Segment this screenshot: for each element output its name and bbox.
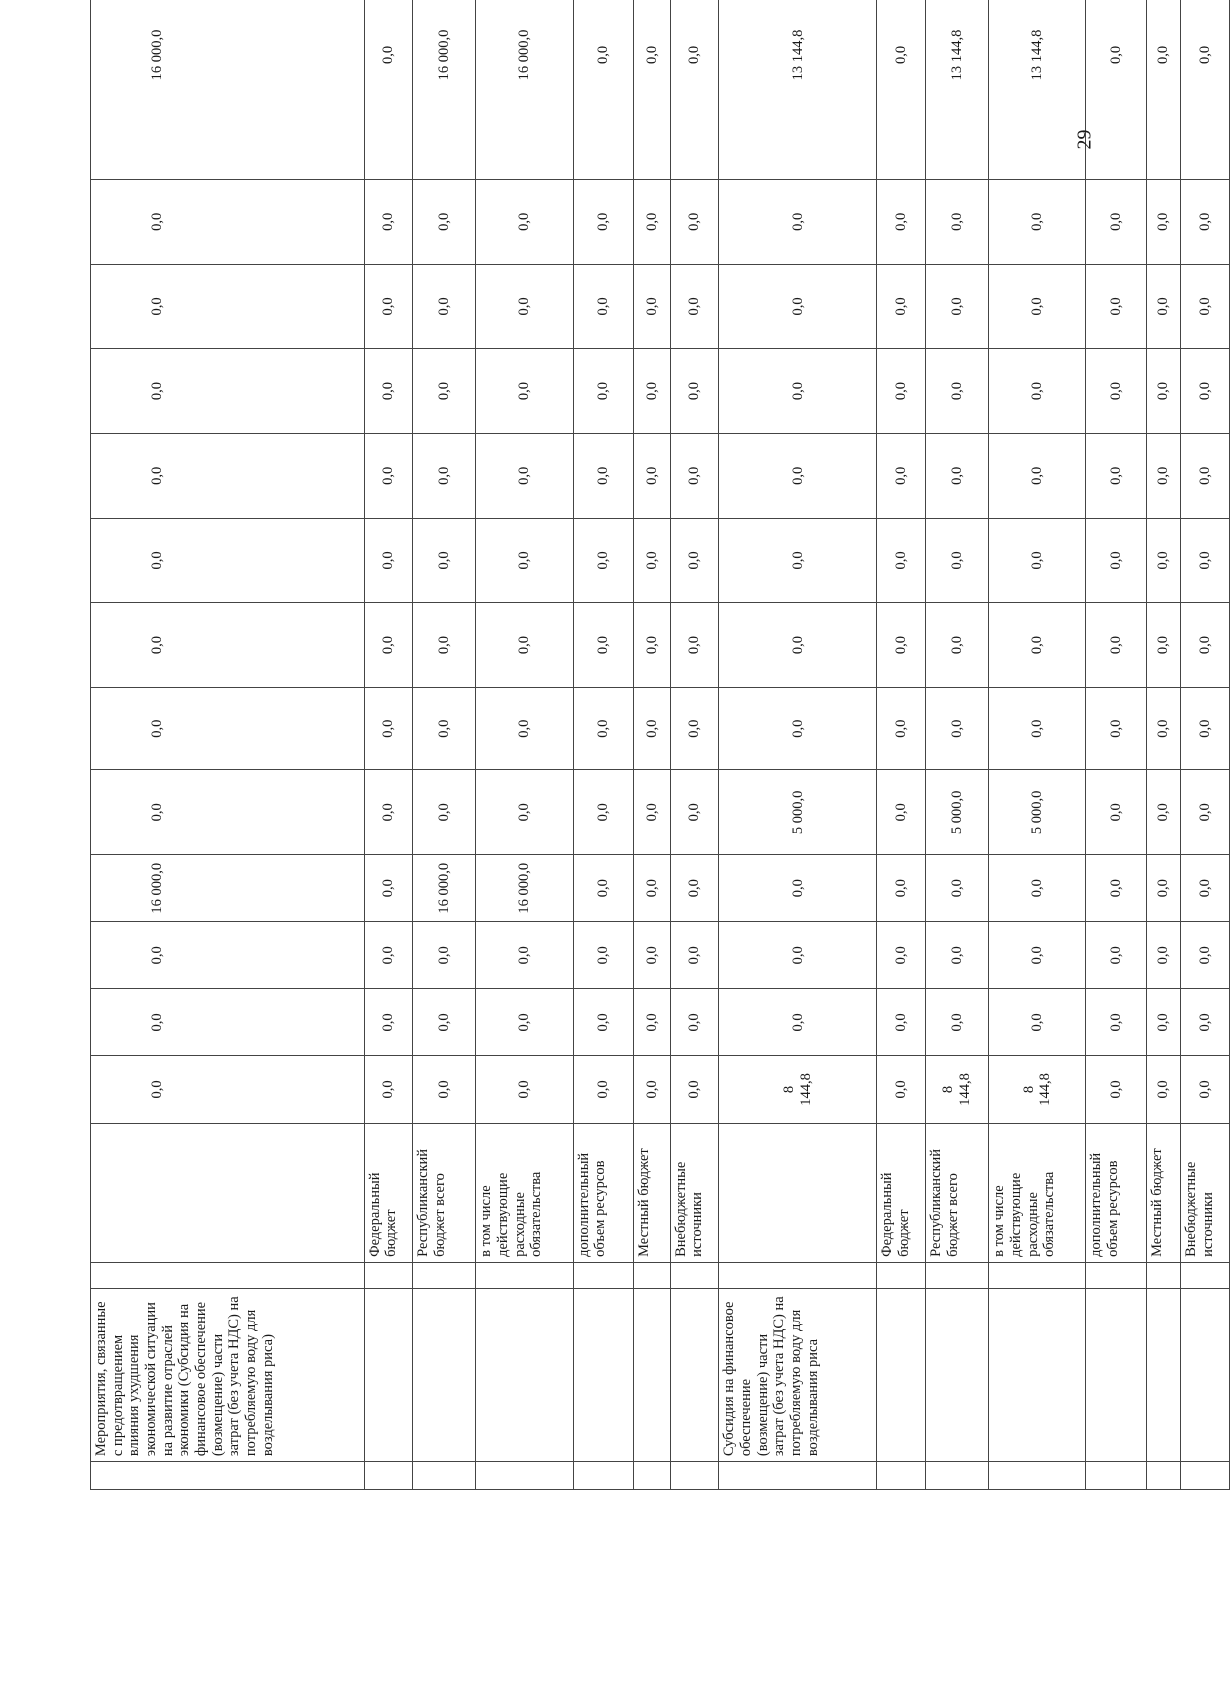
value-cell: 0,0 xyxy=(719,518,877,603)
table-row xyxy=(1147,0,1181,1490)
value-cell: 0,0 xyxy=(989,518,1086,603)
row-index-cell xyxy=(573,1462,634,1490)
value-cell: 0,0 xyxy=(413,770,476,855)
value-cell: 0,0 xyxy=(413,603,476,688)
value-cell: 0,0 xyxy=(1181,0,1230,179)
row-index-cell xyxy=(413,1462,476,1490)
value-cell: 0,0 xyxy=(1086,603,1147,688)
funding-source-cell: Федеральный бюджет xyxy=(877,1123,926,1262)
value-cell: 0,0 xyxy=(670,1056,719,1123)
funding-source-cell: Местный бюджет xyxy=(634,1123,670,1262)
value-cell: 0,0 xyxy=(413,687,476,770)
value-cell: 16 000,0 xyxy=(413,0,476,179)
funding-source-cell: дополнительный объем ресурсов xyxy=(573,1123,634,1262)
value-cell: 0,0 xyxy=(634,989,670,1056)
value-cell: 0,0 xyxy=(1086,922,1147,989)
value-cell: 5 000,0 xyxy=(719,770,877,855)
value-cell: 0,0 xyxy=(1181,433,1230,518)
spacer-cell xyxy=(1086,1262,1147,1288)
value-cell: 0,0 xyxy=(634,264,670,349)
value-cell: 0,0 xyxy=(634,179,670,264)
spacer-cell xyxy=(413,1262,476,1288)
value-cell: 0,0 xyxy=(926,922,989,989)
funding-source-cell: в том числе действующие расходные обязательства xyxy=(989,1123,1086,1262)
value-cell: 0,0 xyxy=(364,0,413,179)
spacer-cell xyxy=(719,1262,877,1288)
value-cell: 0,0 xyxy=(364,989,413,1056)
value-cell: 0,0 xyxy=(719,603,877,688)
row-index-cell xyxy=(719,1462,877,1490)
value-cell: 0,0 xyxy=(364,518,413,603)
value-cell: 0,0 xyxy=(634,687,670,770)
spacer-cell xyxy=(1147,1262,1181,1288)
value-cell: 0,0 xyxy=(926,349,989,434)
value-cell: 0,0 xyxy=(670,770,719,855)
activity-name-cell xyxy=(877,1288,926,1461)
value-cell: 0,0 xyxy=(719,179,877,264)
value-cell: 0,0 xyxy=(670,855,719,922)
value-cell: 0,0 xyxy=(91,433,365,518)
value-cell: 0,0 xyxy=(634,518,670,603)
value-cell: 0,0 xyxy=(476,687,573,770)
value-cell: 8 144,8 xyxy=(989,1056,1086,1123)
table-row xyxy=(413,0,476,1490)
value-cell: 0,0 xyxy=(413,433,476,518)
value-cell: 0,0 xyxy=(1181,179,1230,264)
value-cell: 0,0 xyxy=(670,989,719,1056)
value-cell: 0,0 xyxy=(573,1056,634,1123)
value-cell: 0,0 xyxy=(1147,855,1181,922)
value-cell: 0,0 xyxy=(989,855,1086,922)
value-cell: 0,0 xyxy=(364,922,413,989)
value-cell: 0,0 xyxy=(634,433,670,518)
value-cell: 0,0 xyxy=(476,349,573,434)
value-cell: 0,0 xyxy=(91,264,365,349)
value-cell: 0,0 xyxy=(926,989,989,1056)
page-number: 29 xyxy=(1073,129,1096,150)
value-cell: 0,0 xyxy=(91,518,365,603)
value-cell: 0,0 xyxy=(364,264,413,349)
row-index-cell xyxy=(91,1462,365,1490)
table-row xyxy=(926,0,989,1490)
value-cell: 0,0 xyxy=(573,518,634,603)
value-cell: 0,0 xyxy=(1086,989,1147,1056)
value-cell: 0,0 xyxy=(877,518,926,603)
spacer-cell xyxy=(634,1262,670,1288)
funding-source-cell: дополнительный объем ресурсов xyxy=(1086,1123,1147,1262)
value-cell: 0,0 xyxy=(670,687,719,770)
value-cell: 0,0 xyxy=(91,922,365,989)
value-cell: 0,0 xyxy=(364,770,413,855)
value-cell: 0,0 xyxy=(573,922,634,989)
value-cell: 16 000,0 xyxy=(91,855,365,922)
value-cell: 0,0 xyxy=(476,603,573,688)
activity-name-cell: Мероприятия, связанные с предотвращением влияния ухудшения экономической ситуации на развитие отраслей экономики (Субсидия на финансовое обеспечение (возмещение) части затрат (без учета НДС) на потребляемую воду для возделывания риса) xyxy=(91,1288,365,1461)
value-cell: 0,0 xyxy=(634,922,670,989)
row-index-cell xyxy=(926,1462,989,1490)
value-cell: 0,0 xyxy=(989,687,1086,770)
value-cell: 0,0 xyxy=(1086,518,1147,603)
value-cell: 0,0 xyxy=(413,1056,476,1123)
value-cell: 0,0 xyxy=(364,603,413,688)
funding-source-cell: Республиканский бюджет всего xyxy=(926,1123,989,1262)
value-cell: 0,0 xyxy=(91,989,365,1056)
funding-source-cell: Республиканский бюджет всего xyxy=(413,1123,476,1262)
value-cell: 0,0 xyxy=(719,855,877,922)
value-cell: 0,0 xyxy=(926,603,989,688)
value-cell: 0,0 xyxy=(1086,1056,1147,1123)
value-cell: 0,0 xyxy=(91,1056,365,1123)
value-cell: 0,0 xyxy=(1086,349,1147,434)
table-row xyxy=(670,0,719,1490)
spacer-cell xyxy=(91,1262,365,1288)
budget-table xyxy=(90,0,1230,1490)
value-cell: 0,0 xyxy=(413,349,476,434)
funding-source-cell xyxy=(91,1123,365,1262)
value-cell: 0,0 xyxy=(413,179,476,264)
value-cell: 0,0 xyxy=(926,433,989,518)
value-cell: 0,0 xyxy=(1086,687,1147,770)
value-cell: 0,0 xyxy=(573,855,634,922)
value-cell: 0,0 xyxy=(989,264,1086,349)
value-cell: 0,0 xyxy=(989,349,1086,434)
value-cell: 0,0 xyxy=(634,0,670,179)
row-index-cell xyxy=(877,1462,926,1490)
value-cell: 16 000,0 xyxy=(413,855,476,922)
value-cell: 0,0 xyxy=(877,433,926,518)
value-cell: 0,0 xyxy=(719,922,877,989)
spacer-cell xyxy=(989,1262,1086,1288)
spacer-cell xyxy=(1181,1262,1230,1288)
value-cell: 0,0 xyxy=(1181,349,1230,434)
table-row xyxy=(634,0,670,1490)
value-cell: 0,0 xyxy=(413,264,476,349)
value-cell: 0,0 xyxy=(1181,687,1230,770)
value-cell: 0,0 xyxy=(1086,770,1147,855)
value-cell: 0,0 xyxy=(1086,855,1147,922)
value-cell: 0,0 xyxy=(1147,922,1181,989)
value-cell: 0,0 xyxy=(91,349,365,434)
activity-name-cell xyxy=(1147,1288,1181,1461)
value-cell: 0,0 xyxy=(1147,1056,1181,1123)
value-cell: 0,0 xyxy=(1147,989,1181,1056)
value-cell: 0,0 xyxy=(719,989,877,1056)
value-cell: 0,0 xyxy=(670,518,719,603)
row-index-cell xyxy=(989,1462,1086,1490)
value-cell: 5 000,0 xyxy=(989,770,1086,855)
value-cell: 0,0 xyxy=(877,1056,926,1123)
value-cell: 0,0 xyxy=(476,989,573,1056)
table-row xyxy=(877,0,926,1490)
funding-source-cell: Внебюджетные источники xyxy=(1181,1123,1230,1262)
value-cell: 0,0 xyxy=(1147,349,1181,434)
value-cell: 16 000,0 xyxy=(91,0,365,179)
value-cell: 0,0 xyxy=(1147,770,1181,855)
value-cell: 0,0 xyxy=(364,1056,413,1123)
value-cell: 0,0 xyxy=(670,264,719,349)
value-cell: 0,0 xyxy=(1181,518,1230,603)
value-cell: 0,0 xyxy=(573,0,634,179)
value-cell: 0,0 xyxy=(476,433,573,518)
value-cell: 0,0 xyxy=(926,518,989,603)
value-cell: 0,0 xyxy=(476,518,573,603)
activity-name-cell xyxy=(413,1288,476,1461)
value-cell: 0,0 xyxy=(364,179,413,264)
value-cell: 0,0 xyxy=(91,603,365,688)
value-cell: 0,0 xyxy=(634,1056,670,1123)
value-cell: 0,0 xyxy=(364,349,413,434)
activity-name-cell xyxy=(573,1288,634,1461)
value-cell: 0,0 xyxy=(1181,1056,1230,1123)
value-cell: 0,0 xyxy=(634,855,670,922)
row-index-cell xyxy=(476,1462,573,1490)
value-cell: 0,0 xyxy=(413,989,476,1056)
value-cell: 0,0 xyxy=(926,179,989,264)
row-index-cell xyxy=(1181,1462,1230,1490)
value-cell: 0,0 xyxy=(877,0,926,179)
spacer-cell xyxy=(670,1262,719,1288)
value-cell: 0,0 xyxy=(1181,922,1230,989)
value-cell: 0,0 xyxy=(1147,179,1181,264)
value-cell: 0,0 xyxy=(877,770,926,855)
value-cell: 0,0 xyxy=(634,603,670,688)
value-cell: 0,0 xyxy=(364,433,413,518)
value-cell: 0,0 xyxy=(1181,264,1230,349)
funding-source-cell xyxy=(719,1123,877,1262)
value-cell: 0,0 xyxy=(1181,989,1230,1056)
value-cell: 0,0 xyxy=(1086,433,1147,518)
value-cell: 0,0 xyxy=(413,922,476,989)
value-cell: 16 000,0 xyxy=(476,0,573,179)
value-cell: 0,0 xyxy=(989,433,1086,518)
value-cell: 0,0 xyxy=(926,855,989,922)
value-cell: 0,0 xyxy=(670,349,719,434)
value-cell: 13 144,8 xyxy=(719,0,877,179)
value-cell: 13 144,8 xyxy=(926,0,989,179)
value-cell: 0,0 xyxy=(573,603,634,688)
value-cell: 0,0 xyxy=(670,922,719,989)
activity-name-cell xyxy=(989,1288,1086,1461)
activity-name-cell xyxy=(476,1288,573,1461)
value-cell: 0,0 xyxy=(1086,264,1147,349)
table-row xyxy=(1086,0,1147,1490)
value-cell: 0,0 xyxy=(989,922,1086,989)
activity-name-cell xyxy=(1181,1288,1230,1461)
table-row xyxy=(1181,0,1230,1490)
spacer-cell xyxy=(476,1262,573,1288)
funding-source-cell: Федеральный бюджет xyxy=(364,1123,413,1262)
value-cell: 0,0 xyxy=(1147,687,1181,770)
value-cell: 0,0 xyxy=(364,687,413,770)
value-cell: 13 144,8 xyxy=(989,0,1086,179)
value-cell: 0,0 xyxy=(1181,770,1230,855)
value-cell: 0,0 xyxy=(1147,0,1181,179)
value-cell: 0,0 xyxy=(877,922,926,989)
value-cell: 8 144,8 xyxy=(719,1056,877,1123)
activity-name-cell xyxy=(670,1288,719,1461)
value-cell: 0,0 xyxy=(1147,603,1181,688)
value-cell: 0,0 xyxy=(1181,603,1230,688)
value-cell: 0,0 xyxy=(1086,0,1147,179)
value-cell: 0,0 xyxy=(877,603,926,688)
value-cell: 0,0 xyxy=(989,603,1086,688)
spacer-cell xyxy=(573,1262,634,1288)
value-cell: 0,0 xyxy=(1147,518,1181,603)
funding-source-cell: Внебюджетные источники xyxy=(670,1123,719,1262)
value-cell: 0,0 xyxy=(877,687,926,770)
value-cell: 0,0 xyxy=(413,518,476,603)
value-cell: 0,0 xyxy=(573,687,634,770)
row-index-cell xyxy=(634,1462,670,1490)
value-cell: 16 000,0 xyxy=(476,855,573,922)
table-row xyxy=(573,0,634,1490)
table-row xyxy=(989,0,1086,1490)
value-cell: 0,0 xyxy=(719,264,877,349)
activity-name-cell: Субсидия на финансовое обеспечение (возмещение) части затрат (без учета НДС) на потребляемую воду для возделывания риса xyxy=(719,1288,877,1461)
value-cell: 0,0 xyxy=(91,687,365,770)
value-cell: 0,0 xyxy=(634,770,670,855)
value-cell: 5 000,0 xyxy=(926,770,989,855)
spacer-cell xyxy=(926,1262,989,1288)
value-cell: 0,0 xyxy=(877,179,926,264)
value-cell: 0,0 xyxy=(926,687,989,770)
spacer-cell xyxy=(364,1262,413,1288)
value-cell: 0,0 xyxy=(476,922,573,989)
value-cell: 0,0 xyxy=(926,264,989,349)
value-cell: 0,0 xyxy=(877,989,926,1056)
funding-source-cell: Местный бюджет xyxy=(1147,1123,1181,1262)
value-cell: 0,0 xyxy=(91,770,365,855)
row-index-cell xyxy=(1086,1462,1147,1490)
activity-name-cell xyxy=(926,1288,989,1461)
row-index-cell xyxy=(670,1462,719,1490)
value-cell: 0,0 xyxy=(877,349,926,434)
table-row xyxy=(364,0,413,1490)
funding-source-cell: в том числе действующие расходные обязательства xyxy=(476,1123,573,1262)
value-cell: 0,0 xyxy=(877,264,926,349)
value-cell: 8 144,8 xyxy=(926,1056,989,1123)
row-index-cell xyxy=(1147,1462,1181,1490)
activity-name-cell xyxy=(364,1288,413,1461)
table-row xyxy=(476,0,573,1490)
value-cell: 0,0 xyxy=(670,179,719,264)
value-cell: 0,0 xyxy=(476,770,573,855)
value-cell: 0,0 xyxy=(1147,264,1181,349)
value-cell: 0,0 xyxy=(719,687,877,770)
value-cell: 0,0 xyxy=(989,179,1086,264)
value-cell: 0,0 xyxy=(634,349,670,434)
value-cell: 0,0 xyxy=(989,989,1086,1056)
row-index-cell xyxy=(364,1462,413,1490)
value-cell: 0,0 xyxy=(670,0,719,179)
value-cell: 0,0 xyxy=(670,433,719,518)
value-cell: 0,0 xyxy=(573,989,634,1056)
value-cell: 0,0 xyxy=(476,179,573,264)
value-cell: 0,0 xyxy=(476,1056,573,1123)
value-cell: 0,0 xyxy=(877,855,926,922)
value-cell: 0,0 xyxy=(573,264,634,349)
value-cell: 0,0 xyxy=(1086,179,1147,264)
value-cell: 0,0 xyxy=(719,433,877,518)
activity-name-cell xyxy=(634,1288,670,1461)
table-row xyxy=(91,0,365,1490)
value-cell: 0,0 xyxy=(719,349,877,434)
rotated-page-content xyxy=(90,0,1230,1490)
value-cell: 0,0 xyxy=(91,179,365,264)
value-cell: 0,0 xyxy=(476,264,573,349)
value-cell: 0,0 xyxy=(364,855,413,922)
spacer-cell xyxy=(877,1262,926,1288)
value-cell: 0,0 xyxy=(1181,855,1230,922)
activity-name-cell xyxy=(1086,1288,1147,1461)
value-cell: 0,0 xyxy=(670,603,719,688)
value-cell: 0,0 xyxy=(573,349,634,434)
value-cell: 0,0 xyxy=(573,179,634,264)
value-cell: 0,0 xyxy=(1147,433,1181,518)
value-cell: 0,0 xyxy=(573,433,634,518)
value-cell: 0,0 xyxy=(573,770,634,855)
table-row xyxy=(719,0,877,1490)
